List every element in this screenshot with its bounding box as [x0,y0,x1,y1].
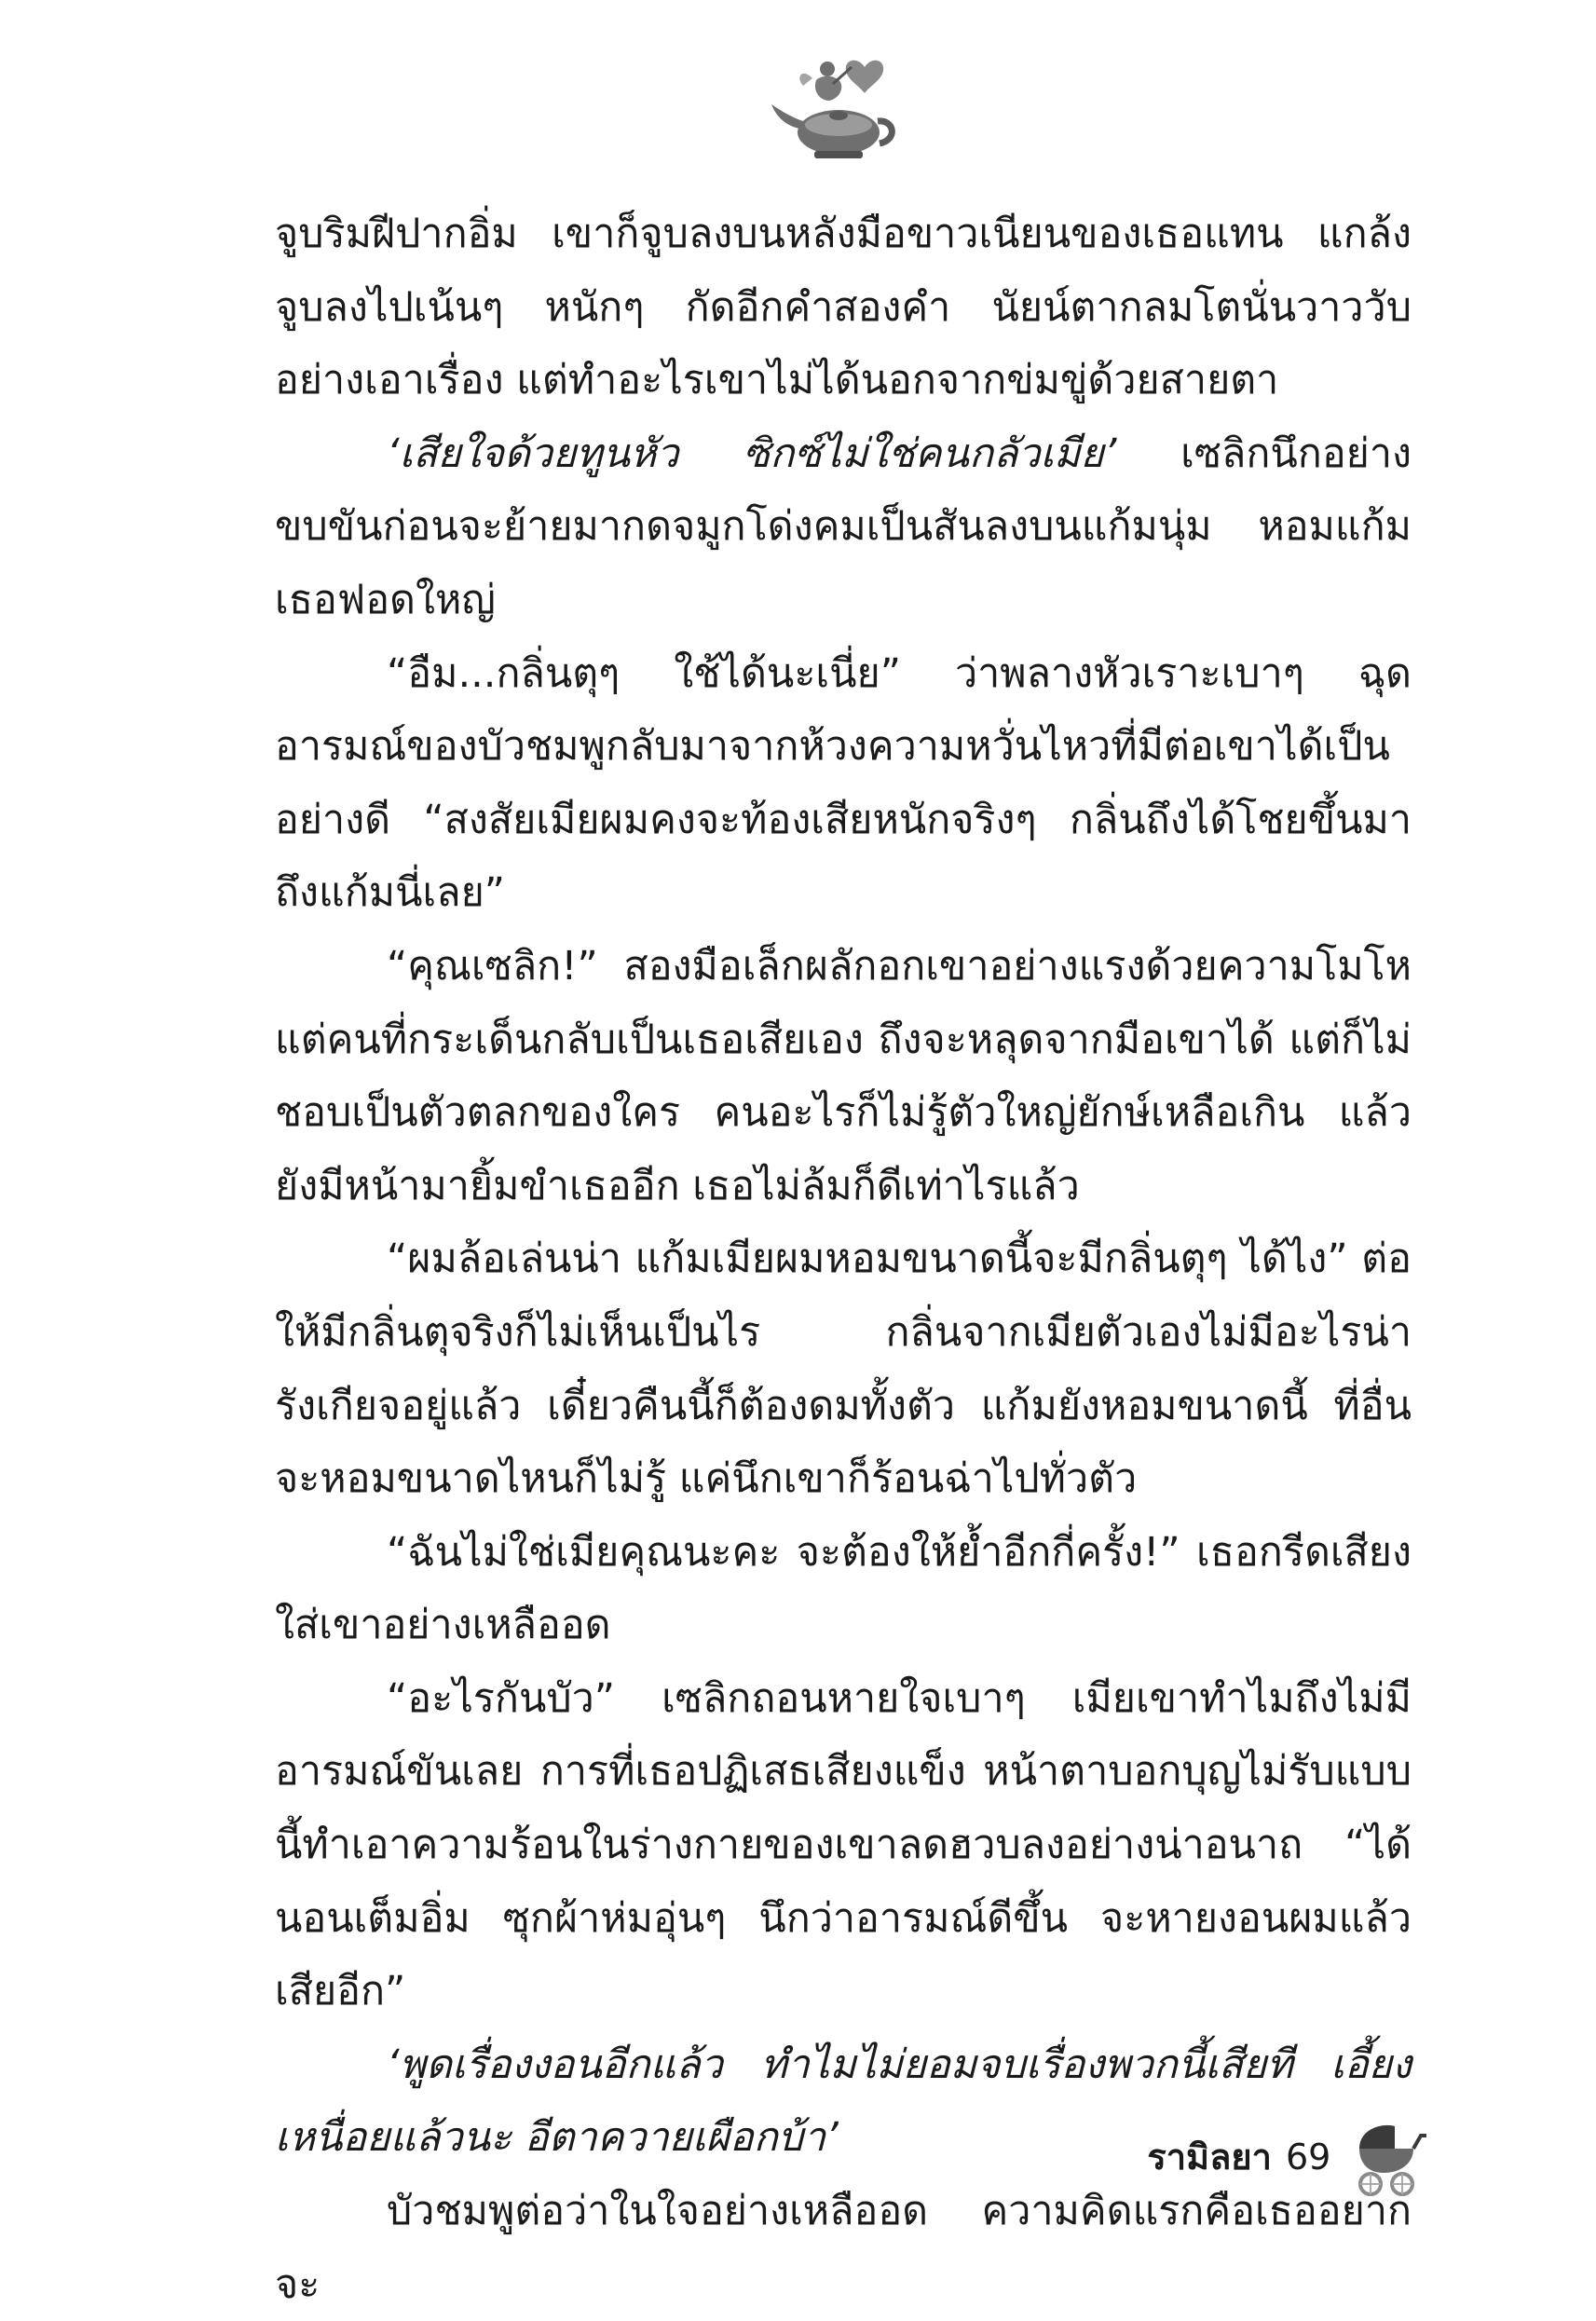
italic-thought-text: ‘พูดเรื่องงอนอีกแล้ว ทำไมไม่ยอมจบเรื่องพวกนี้เสียที เอี้ยงเหนื่อยแล้วนะ อีตาควายเผือกบ้า’ [275,2041,1412,2162]
body-text [275,198,1412,2321]
italic-thought-text: ‘เสียใจด้วยทูนหัว ซิกซ์ไม่ใช่คนกลัวเมีย’ [387,430,1117,477]
teapot-cupid-ornament-icon [755,47,913,168]
paragraph [275,1222,1412,1515]
page-number: 69 [1286,2137,1331,2178]
paragraph [275,417,1412,637]
paragraph [275,637,1412,930]
paragraph-text: “อะไรกันบัว” เซลิกถอนหายใจเบาๆ เมียเขาทำไมถึงไม่มีอารมณ์ขันเลย การที่เธอปฏิเสธเสียงแข็ง หน้าตาบอกบุญไม่รับแบบนี้ทำเอาความร้อนในร่างกายของเขาลดฮวบลงอย่างน่าอนาถ “ได้นอนเต็มอิ่ม ซุกผ้าห่มอุ่นๆ นึกว่าอารมณ์ดีขึ้น จะหายงอนผมแล้วเสียอีก” [275,1674,1412,2015]
book-title: รามิลยา [1147,2137,1272,2178]
paragraph [275,1662,1412,2028]
baby-carriage-icon [1346,2117,1430,2201]
paragraph-text: เซลิกนึกอย่างขบขันก่อนจะย้ายมากดจมูกโด่งคมเป็นสันลงบนแก้มนุ่ม หอมแก้มเธอฟอดใหญ่ [275,430,1412,623]
paragraph-text: “ฉันไม่ใช่เมียคุณนะคะ จะต้องให้ย้ำอีกกี่ครั้ง!” เธอกรีดเสียงใส่เขาอย่างเหลืออด [275,1528,1412,1649]
paragraph-text: บัวชมพูต่อว่าในใจอย่างเหลืออด ความคิดแรกคือเธออยากจะ [275,2188,1412,2308]
paragraph-text: “อืม...กลิ่นตุๆ ใช้ได้นะเนี่ย” ว่าพลางหัวเราะเบาๆ ฉุดอารมณ์ของบัวชมพูกลับมาจากห้วงความหวั่นไหวที่มีต่อเขาได้เป็นอย่างดี “สงสัยเมียผมคงจะท้องเสียหนักจริงๆ กลิ่นถึงได้โชยขึ้นมาถึงแก้มนี่เลย” [275,649,1412,917]
paragraph-text: “คุณเซลิก!” สองมือเล็กผลักอกเขาอย่างแรงด้วยความโมโห แต่คนที่กระเด็นกลับเป็นเธอเสียเอง ถึงจะหลุดจากมือเขาได้ แต่ก็ไม่ชอบเป็นตัวตลกของใคร คนอะไรก็ไม่รู้ตัวใหญ่ยักษ์เหลือเกิน แล้วยังมีหน้ามายิ้มขำเธออีก เธอไม่ล้มก็ดีเท่าไรแล้ว [275,942,1412,1209]
paragraph-text: จูบริมฝีปากอิ่ม เขาก็จูบลงบนหลังมือขาวเนียนของเธอแทน แกล้งจูบลงไปเน้นๆ หนักๆ กัดอีกคำสองคำ นัยน์ตากลมโตนั่นวาววับอย่างเอาเรื่อง แต่ทำอะไรเขาไม่ได้นอกจากข่มขู่ด้วยสายตา [275,211,1412,404]
paragraph [275,930,1412,1222]
paragraph [275,198,1412,417]
paragraph-text: “ผมล้อเล่นน่า แก้มเมียผมหอมขนาดนี้จะมีกลิ่นตุๆ ได้ไง” ต่อให้มีกลิ่นตุจริงก็ไม่เห็นเป็นไร กลิ่นจากเมียตัวเองไม่มีอะไรน่ารังเกียจอยู่แล้ว เดี๋ยวคืนนี้ก็ต้องดมทั้งตัว แก้มยังหอมขนาดนี้ ที่อื่นจะหอมขนาดไหนก็ไม่รู้ แค่นึกเขาก็ร้อนฉ่าไปทั่วตัว [275,1236,1412,1503]
paragraph [275,2175,1412,2321]
paragraph [275,1516,1412,1662]
